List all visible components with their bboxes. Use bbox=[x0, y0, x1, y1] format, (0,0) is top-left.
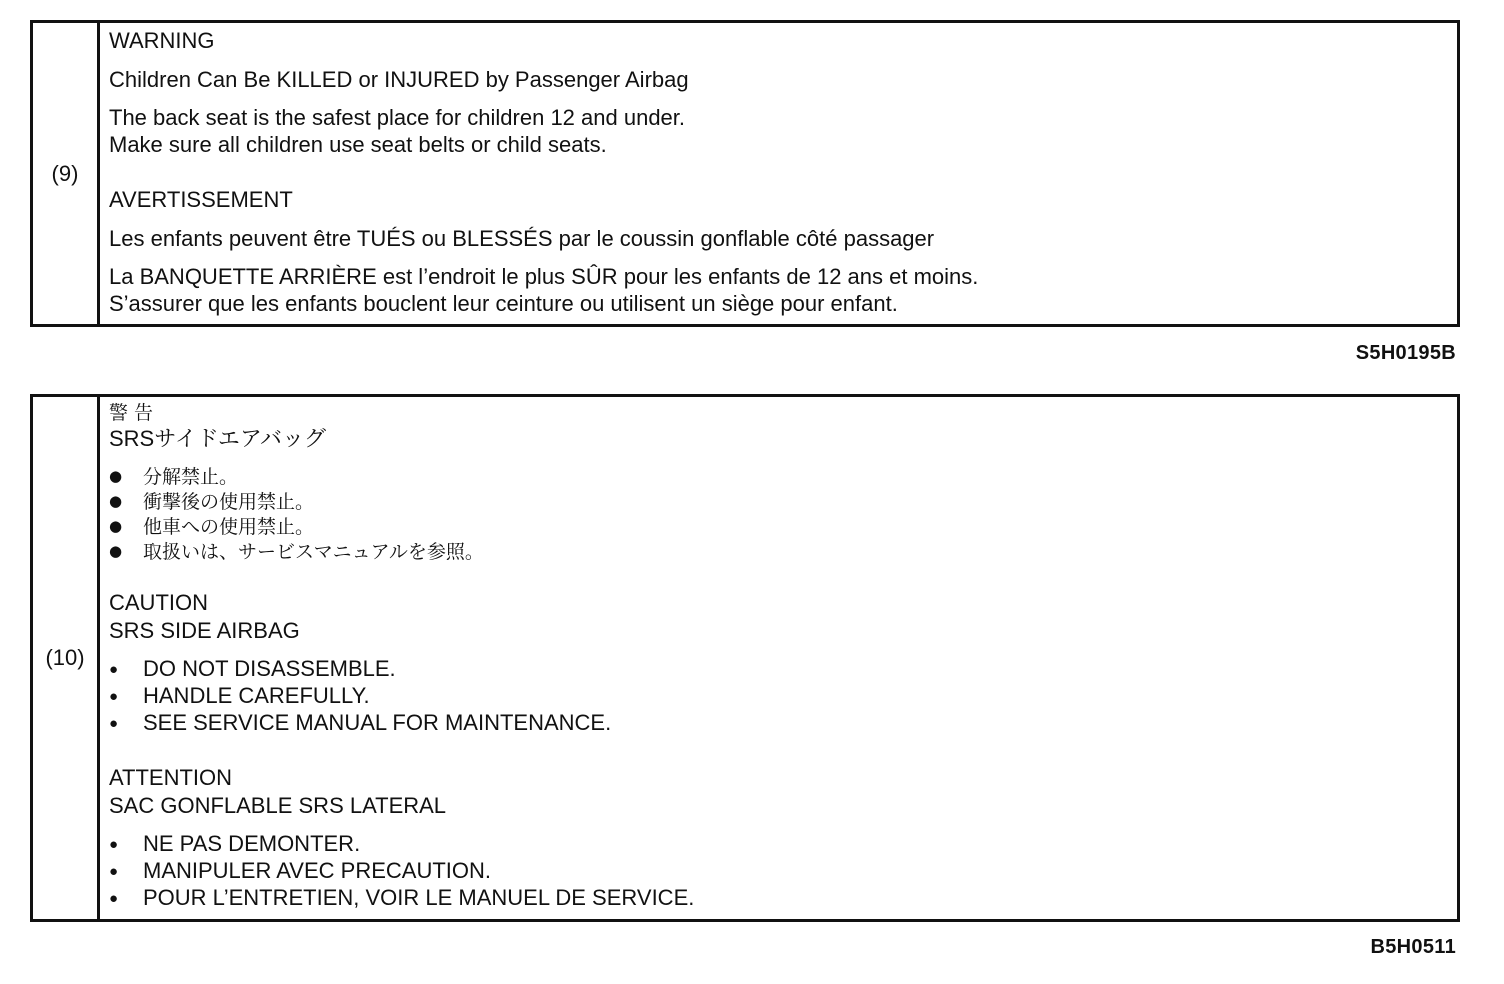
attention-title: SAC GONFLABLE SRS LATERAL bbox=[109, 793, 447, 818]
french-text-line: S’assurer que les enfants bouclent leur ceinture ou utilisent un siège pour enfant. bbox=[109, 291, 898, 316]
warning-text-line: Make sure all children use seat belts or child seats. bbox=[109, 132, 607, 157]
bullet-icon bbox=[109, 885, 143, 914]
french-heading: AVERTISSEMENT bbox=[109, 187, 293, 212]
french-title: Les enfants peuvent être TUÉS ou BLESSÉS par le coussin gonflable côté passager bbox=[109, 226, 935, 251]
list-item: ●取扱いは、サービスマニュアルを参照。 bbox=[109, 540, 484, 566]
bullet-icon bbox=[109, 465, 143, 491]
bullet-icon bbox=[109, 683, 143, 712]
bullet-icon bbox=[109, 490, 143, 516]
japanese-title: SRSサイドエアバッグ bbox=[109, 426, 327, 451]
panel-content bbox=[100, 23, 1457, 324]
warning-heading: WARNING bbox=[109, 28, 215, 53]
figure-code: S5H0195B bbox=[1355, 342, 1456, 364]
panel-content bbox=[100, 397, 1457, 919]
panel-number: (10) bbox=[33, 397, 100, 919]
japanese-heading: 警 告 bbox=[109, 402, 154, 424]
label-panel-10 bbox=[30, 394, 1460, 922]
warning-title: Children Can Be KILLED or INJURED by Passenger Airbag bbox=[109, 67, 689, 92]
bullet-icon bbox=[109, 831, 143, 860]
figure-code: B5H0511 bbox=[1370, 936, 1456, 958]
caution-title: SRS SIDE AIRBAG bbox=[109, 618, 300, 643]
list-item: ●HANDLE CAREFULLY. bbox=[109, 683, 370, 712]
bullet-icon bbox=[109, 656, 143, 685]
bullet-icon bbox=[109, 540, 143, 566]
warning-text-line: The back seat is the safest place for children 12 and under. bbox=[109, 105, 686, 130]
bullet-icon bbox=[109, 515, 143, 541]
list-item: ●他車への使用禁止。 bbox=[109, 515, 314, 541]
caution-heading: CAUTION bbox=[109, 590, 208, 615]
list-item: ●MANIPULER AVEC PRECAUTION. bbox=[109, 858, 491, 887]
attention-heading: ATTENTION bbox=[109, 765, 233, 790]
label-panel-9 bbox=[30, 20, 1460, 327]
bullet-icon bbox=[109, 858, 143, 887]
list-item: ●分解禁止。 bbox=[109, 465, 238, 491]
list-item: ●DO NOT DISASSEMBLE. bbox=[109, 656, 396, 685]
bullet-icon bbox=[109, 710, 143, 739]
list-item: ●衝撃後の使用禁止。 bbox=[109, 490, 314, 516]
french-text-line: La BANQUETTE ARRIÈRE est l’endroit le plus SÛR pour les enfants de 12 ans et moins. bbox=[109, 264, 979, 289]
list-item: ●POUR L’ENTRETIEN, VOIR LE MANUEL DE SERVICE. bbox=[109, 885, 694, 914]
list-item: ●SEE SERVICE MANUAL FOR MAINTENANCE. bbox=[109, 710, 611, 739]
panel-number: (9) bbox=[33, 23, 100, 324]
list-item: ●NE PAS DEMONTER. bbox=[109, 831, 360, 860]
